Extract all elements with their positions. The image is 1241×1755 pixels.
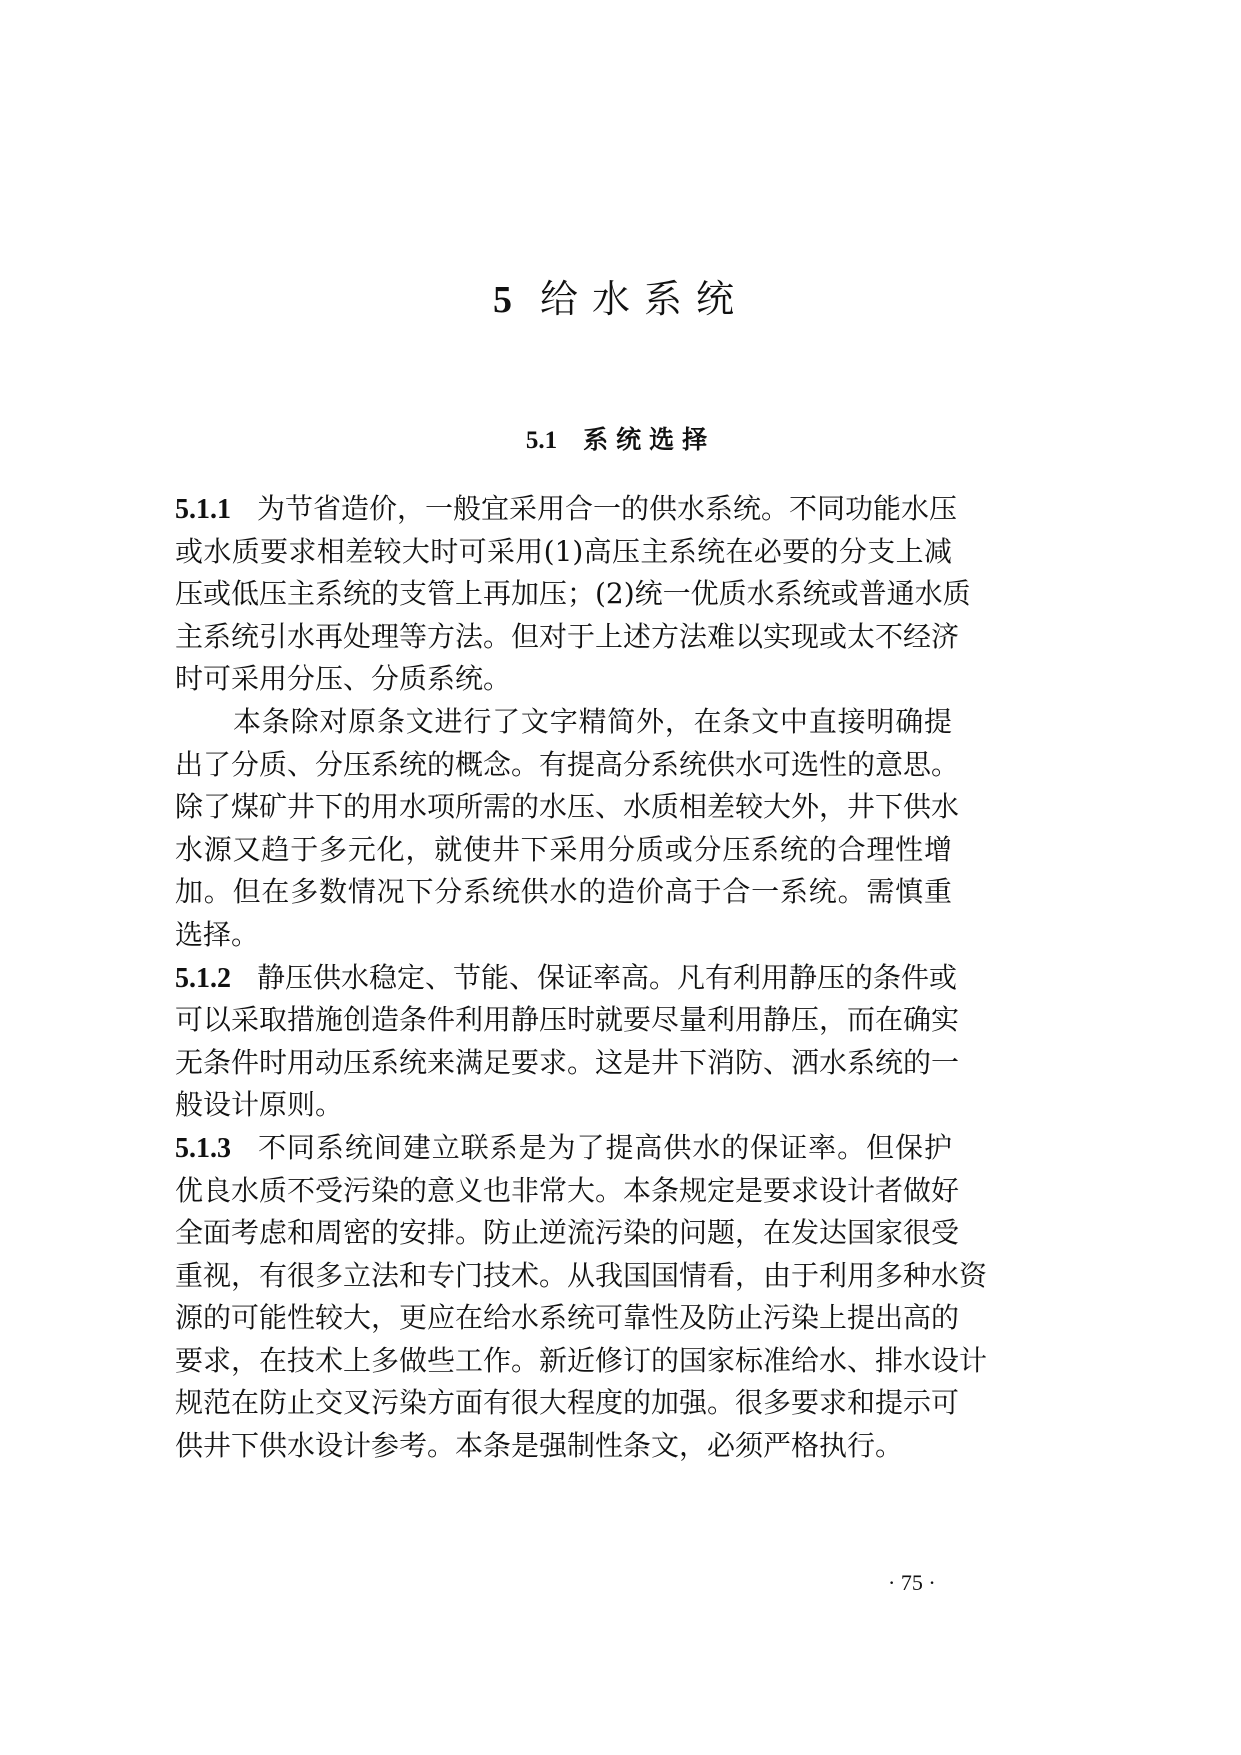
line-text: 时可采用分压、分质系统。: [175, 662, 512, 696]
text-line: [175, 1042, 960, 1085]
text-line: [175, 701, 952, 744]
line-text: 除了煤矿井下的用水项所需的水压、水质相差较大外，井下供水: [175, 790, 960, 824]
clause-number: 5.1.1: [175, 494, 231, 525]
line-text: 主系统引水再处理等方法。但对于上述方法难以实现或太不经济: [175, 619, 960, 653]
line-text: 源的可能性较大，更应在给水系统可靠性及防止污染上提出高的: [175, 1301, 960, 1335]
text-line: [175, 744, 960, 787]
section-heading: [0, 420, 1241, 456]
text-line: [175, 1382, 960, 1425]
text-line: [175, 1084, 952, 1127]
text-line: [175, 1127, 952, 1170]
line-text: 无条件时用动压系统来满足要求。这是井下消防、洒水系统的一: [175, 1045, 960, 1079]
line-text: 本条除对原条文进行了文字精简外，在条文中直接明确提: [233, 704, 952, 738]
line-text: 加。但在多数情况下分系统供水的造价高于合一系统。需慎重: [175, 875, 952, 909]
text-line: [175, 488, 958, 531]
body-text: [175, 488, 988, 1468]
section-number: 5.1: [525, 427, 558, 454]
line-text: 压或低压主系统的支管上再加压；(2)统一优质水系统或普通水质: [175, 577, 971, 611]
section-title: 系统选择: [583, 425, 716, 454]
text-line: [175, 616, 960, 659]
line-text: 或水质要求相差较大时可采用(1)高压主系统在必要的分支上减: [175, 534, 952, 568]
text-line: [175, 999, 960, 1042]
line-text: 静压供水稳定、节能、保证率高。凡有利用静压的条件或: [257, 960, 958, 994]
text-line: [175, 1297, 960, 1340]
text-line: [175, 573, 971, 616]
chapter-title: 给水系统: [539, 277, 748, 321]
chapter-heading: [0, 268, 1241, 323]
line-text: 规范在防止交叉污染方面有很大程度的加强。很多要求和提示可: [175, 1386, 960, 1420]
line-text: 选择。: [175, 917, 260, 951]
text-line: [175, 957, 958, 1000]
line-text: 为节省造价，一般宜采用合一的供水系统。不同功能水压: [257, 492, 958, 525]
line-text: 供井下供水设计参考。本条是强制性条文，必须严格执行。: [175, 1429, 904, 1463]
text-line: [175, 1425, 952, 1468]
text-line: [175, 871, 952, 914]
line-text: 全面考虑和周密的安排。防止逆流污染的问题，在发达国家很受: [175, 1216, 960, 1250]
page-number: · 75 ·: [888, 1570, 936, 1595]
line-text: 不同系统间建立联系是为了提高供水的保证率。但保护: [257, 1130, 952, 1164]
text-line: [175, 1340, 988, 1383]
line-text: 要求，在技术上多做些工作。新近修订的国家标准给水、排水设计: [175, 1343, 988, 1377]
text-line: [175, 1255, 988, 1298]
line-text: 出了分质、分压系统的概念。有提高分系统供水可选性的意思。: [175, 747, 960, 781]
line-text: 水源又趋于多元化，就使井下采用分质或分压系统的合理性增: [175, 832, 952, 866]
text-line: [175, 1170, 960, 1213]
line-text: 优良水质不受污染的意义也非常大。本条规定是要求设计者做好: [175, 1173, 960, 1207]
line-text: 重视，有很多立法和专门技术。从我国国情看，由于利用多种水资: [175, 1258, 988, 1292]
line-text: 般设计原则。: [175, 1088, 344, 1122]
text-line: [175, 531, 952, 574]
clause-number: 5.1.3: [175, 1132, 231, 1164]
text-line: [175, 829, 952, 872]
chapter-number: 5: [492, 279, 512, 321]
text-line: [175, 914, 952, 957]
text-line: [175, 658, 952, 701]
line-text: 可以采取措施创造条件利用静压时就要尽量利用静压，而在确实: [175, 1003, 960, 1037]
text-line: [175, 786, 960, 829]
clause-number: 5.1.2: [175, 962, 231, 994]
text-line: [175, 1212, 960, 1255]
